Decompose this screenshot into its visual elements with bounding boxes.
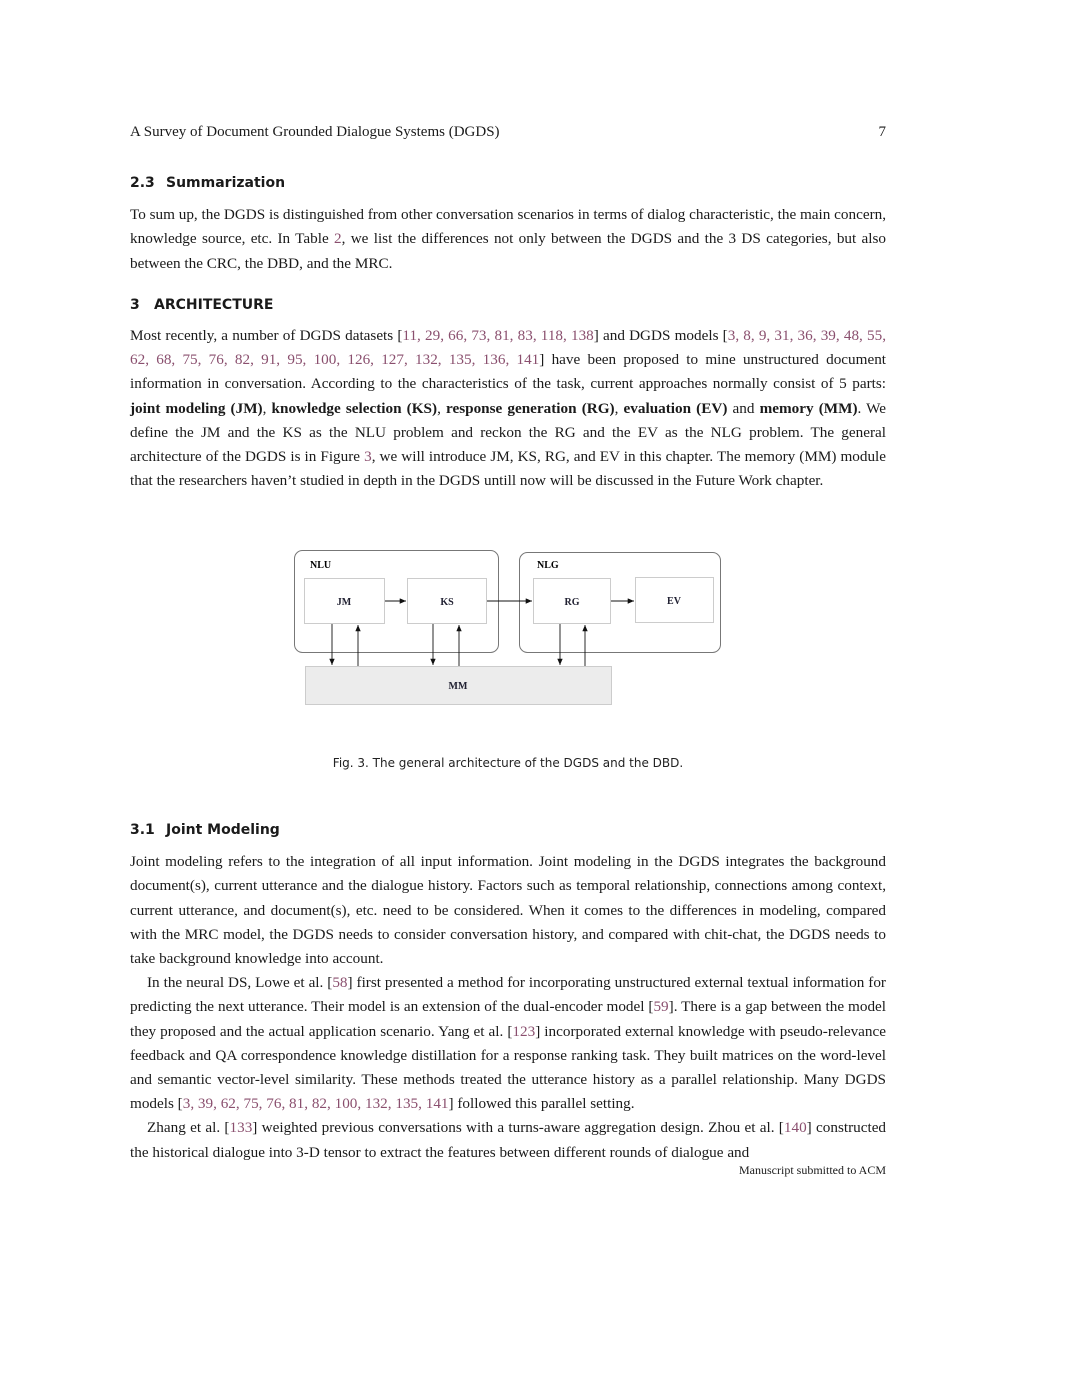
citation-link[interactable]: 133 bbox=[229, 1119, 253, 1137]
jm-label: JM bbox=[336, 597, 352, 608]
paragraph bbox=[130, 1116, 886, 1164]
citation-link[interactable]: 3 bbox=[364, 448, 372, 466]
text-run: , bbox=[437, 399, 446, 417]
bold-term: memory (MM) bbox=[759, 399, 858, 417]
bold-term: evaluation (EV) bbox=[623, 399, 728, 417]
citation-link[interactable]: 3, 8, 9, 31, 36, 39, 48, 55, 62, 68, 75, 76, 82, 91, 95, 100, 126, 127, 132, 135, 136, 141 bbox=[130, 327, 887, 369]
section-heading-3-1: 3.1 Joint Modeling bbox=[130, 822, 280, 838]
mm-label: MM bbox=[448, 681, 468, 692]
text-run: ] and DGDS models [ bbox=[593, 327, 728, 345]
citation-link[interactable]: 140 bbox=[783, 1119, 807, 1137]
text-run: , we list the differences not only between the DGDS and the 3 DS categories, but also between the CRC, the DBD, and the MRC. bbox=[130, 230, 886, 272]
section-heading-3: 3 ARCHITECTURE bbox=[130, 296, 274, 313]
text-run: Joint modeling refers to the integration of all input information. Joint modeling in the DGDS integrates the background document(s), current utterance and the dialogue history. Factors such as temporal relationship, connections among context, current utterance, and document(s), etc. need to be considered. When it comes to the differences in modeling, compared with the MRC model, the DGDS needs to consider conversation history, and compared with chit-chat, the DGDS needs to take background knowledge into account. bbox=[130, 853, 886, 968]
text-run: and bbox=[727, 399, 760, 417]
text-run: ] first presented a method for incorporating unstructured external textual information for predicting the next utterance. Their model is an extension of the dual-encoder model [ bbox=[130, 974, 886, 1016]
text-run: In the neural DS, Lowe et al. [ bbox=[147, 974, 333, 992]
bold-term: joint modeling (JM) bbox=[130, 399, 263, 417]
text-run: , bbox=[614, 399, 624, 417]
running-header bbox=[130, 124, 886, 141]
citation-link[interactable]: 3, 39, 62, 75, 76, 81, 82, 100, 132, 135, 141 bbox=[182, 1095, 449, 1113]
nlu-label: NLU bbox=[310, 560, 332, 571]
text-run: , we will introduce JM, KS, RG, and EV in this chapter. The memory (MM) module that the researchers haven’t studied in depth in the DGDS untill now will be discussed in the Future Work chapter. bbox=[130, 448, 886, 490]
bold-term: knowledge selection (KS) bbox=[271, 399, 438, 417]
ev-label: EV bbox=[667, 596, 681, 607]
text-run: . We define the JM and the KS as the NLU problem and reckon the RG and the EV as the NLG problem. The general architecture of the DGDS is in Figure bbox=[130, 399, 887, 466]
running-title: A Survey of Document Grounded Dialogue Systems (DGDS) bbox=[130, 124, 500, 140]
nlg-label: NLG bbox=[537, 560, 559, 571]
citation-link[interactable]: 58 bbox=[332, 974, 348, 992]
text-run: ] weighted previous conversations with a turns-aware aggregation design. Zhou et al. [ bbox=[252, 1119, 784, 1137]
rg-label: RG bbox=[564, 597, 580, 608]
text-run: ] constructed the historical dialogue into 3-D tensor to extract the features between different rounds of dialogue and bbox=[130, 1119, 887, 1161]
bold-term: response generation (RG) bbox=[446, 399, 615, 417]
text-run: To sum up, the DGDS is distinguished from other conversation scenarios in terms of dialog characteristic, the main concern, knowledge source, etc. In Table bbox=[130, 206, 887, 248]
citation-link[interactable]: 123 bbox=[512, 1022, 536, 1040]
paragraph bbox=[130, 850, 886, 971]
text-run: Most recently, a number of DGDS datasets [ bbox=[130, 327, 403, 345]
section-heading-2-3: 2.3 Summarization bbox=[130, 175, 286, 191]
footer: Manuscript submitted to ACM bbox=[739, 1163, 886, 1177]
ks-label: KS bbox=[440, 597, 454, 608]
text-run: Zhang et al. [ bbox=[147, 1119, 230, 1137]
architecture-figure bbox=[290, 545, 730, 710]
text-run: ] have been proposed to mine unstructured document information in conversation. According to the characteristics of the task, current approaches normally consist of 5 parts: bbox=[130, 351, 887, 393]
text-run: ]. There is a gap between the model they proposed and the actual application scenario. Yang et al. [ bbox=[130, 998, 886, 1040]
text-run: , bbox=[262, 399, 272, 417]
text-run: ] followed this parallel setting. bbox=[448, 1095, 635, 1113]
citation-link[interactable]: 2 bbox=[334, 230, 342, 248]
citation-link[interactable]: 11, 29, 66, 73, 81, 83, 118, 138 bbox=[402, 327, 594, 345]
figure-caption: Fig. 3. The general architecture of the DGDS and the DBD. bbox=[332, 756, 684, 770]
paragraph bbox=[130, 971, 886, 1116]
paragraph bbox=[130, 203, 886, 276]
citation-link[interactable]: 59 bbox=[653, 998, 669, 1016]
text-run: ] incorporated external knowledge with pseudo-relevance feedback and QA correspondence knowledge distillation for a response ranking task. They built matrices on the word-level and semantic vector-level similarity. These methods treated the utterance history as a parallel relationship. Many DGDS models [ bbox=[130, 1022, 886, 1113]
paragraph bbox=[130, 324, 886, 493]
page-number: 7 bbox=[878, 124, 886, 140]
